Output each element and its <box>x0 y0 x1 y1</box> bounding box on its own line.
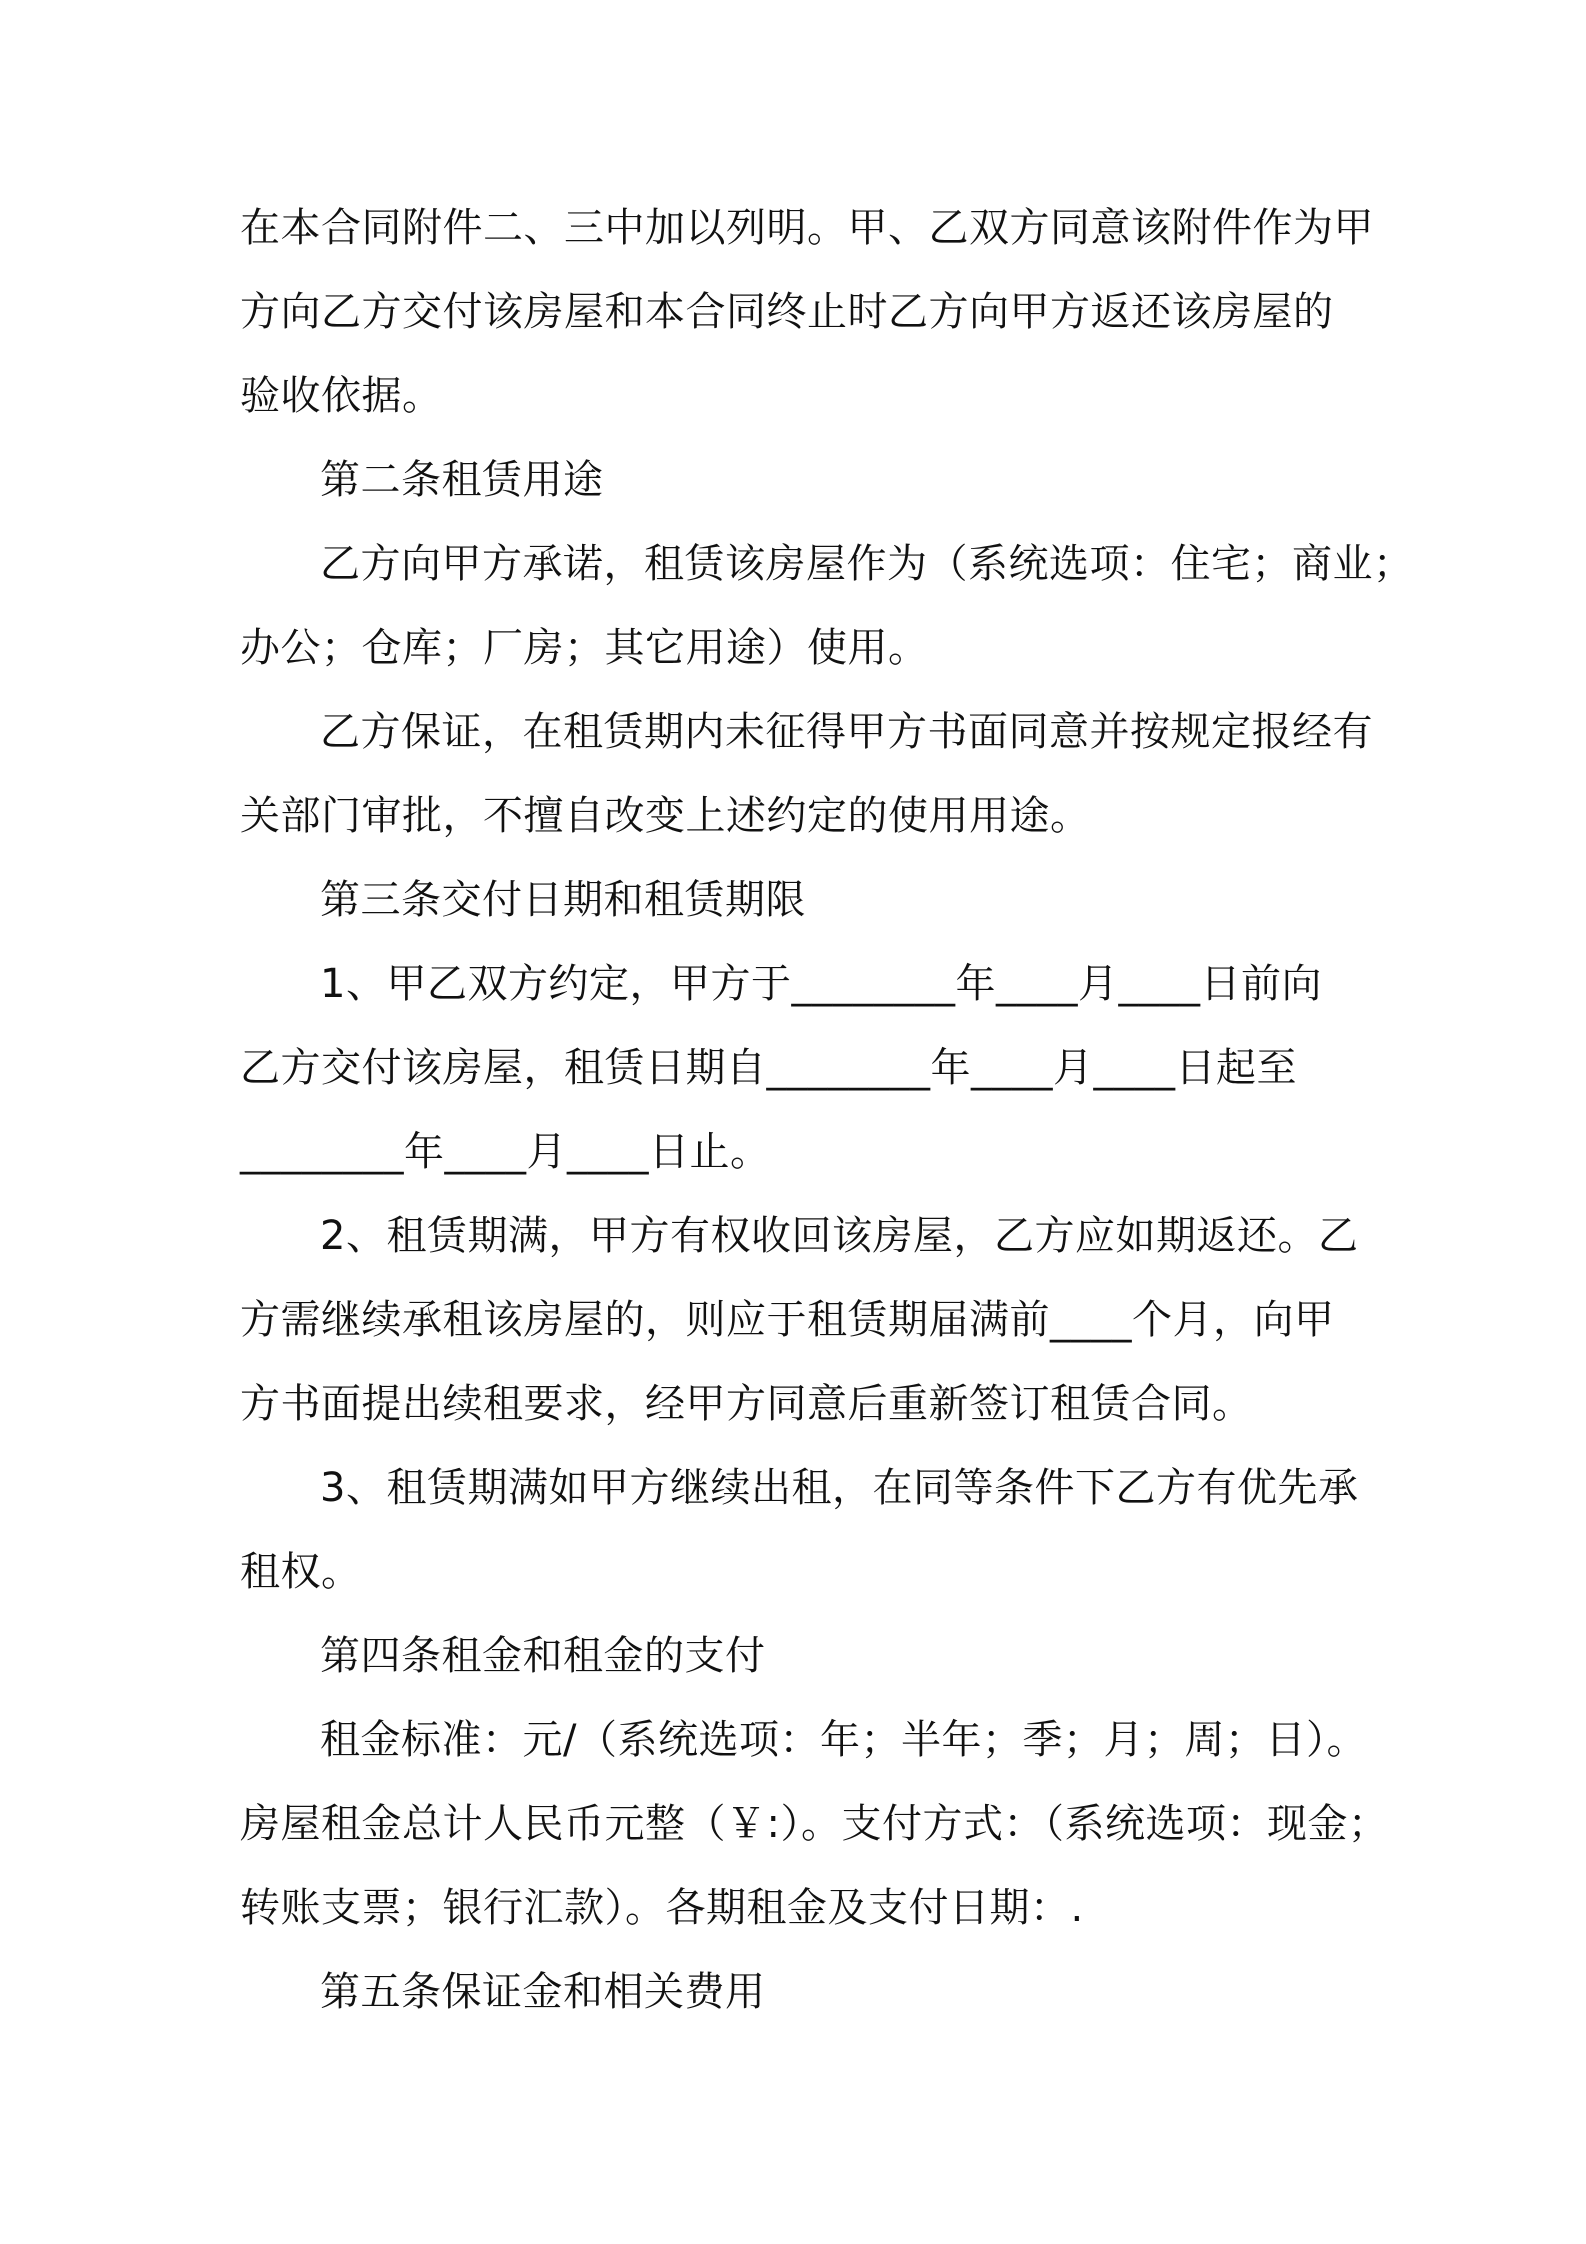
paragraph-line: 在本合同附件二、三中加以列明。甲、乙双方同意该附件作为甲 <box>240 205 1374 251</box>
paragraph-line: 租权。 <box>240 1549 362 1595</box>
paragraph-line: 租金标准：元/（系统选项：年；半年；季；月；周；日）。 <box>320 1717 1367 1763</box>
paragraph-line: 办公；仓库；厂房；其它用途）使用。 <box>240 625 929 671</box>
paragraph-line: 验收依据。 <box>240 373 443 419</box>
paragraph-line: 2、租赁期满，甲方有权收回该房屋，乙方应如期返还。乙 <box>320 1213 1359 1259</box>
paragraph-line: 方向乙方交付该房屋和本合同终止时乙方向甲方返还该房屋的 <box>240 289 1334 335</box>
paragraph-line: 乙方交付该房屋，租赁日期自________年____月____日起至 <box>240 1045 1297 1091</box>
paragraph-line: 乙方向甲方承诺，租赁该房屋作为（系统选项：住宅；商业； <box>320 541 1414 587</box>
section-heading: 第二条租赁用途 <box>320 457 604 503</box>
paragraph-line: 方需继续承租该房屋的，则应于租赁期届满前____个月，向甲 <box>240 1297 1335 1343</box>
section-heading: 第三条交付日期和租赁期限 <box>320 877 806 923</box>
section-heading: 第五条保证金和相关费用 <box>320 1969 766 2015</box>
paragraph-line: 房屋租金总计人民币元整（￥:）。支付方式：（系统选项：现金； <box>240 1801 1389 1847</box>
paragraph-line: 方书面提出续租要求，经甲方同意后重新签订租赁合同。 <box>240 1381 1253 1427</box>
paragraph-line: ________年____月____日止。 <box>240 1129 771 1175</box>
paragraph-line: 1、甲乙双方约定，甲方于________年____月____日前向 <box>320 961 1322 1007</box>
paragraph-line: 转账支票；银行汇款）。各期租金及支付日期：. <box>240 1885 1084 1931</box>
paragraph-line: 3、租赁期满如甲方继续出租，在同等条件下乙方有优先承 <box>320 1465 1359 1511</box>
paragraph-line: 关部门审批，不擅自改变上述约定的使用用途。 <box>240 793 1091 839</box>
section-heading: 第四条租金和租金的支付 <box>320 1633 766 1679</box>
paragraph-line: 乙方保证，在租赁期内未征得甲方书面同意并按规定报经有 <box>320 709 1373 755</box>
